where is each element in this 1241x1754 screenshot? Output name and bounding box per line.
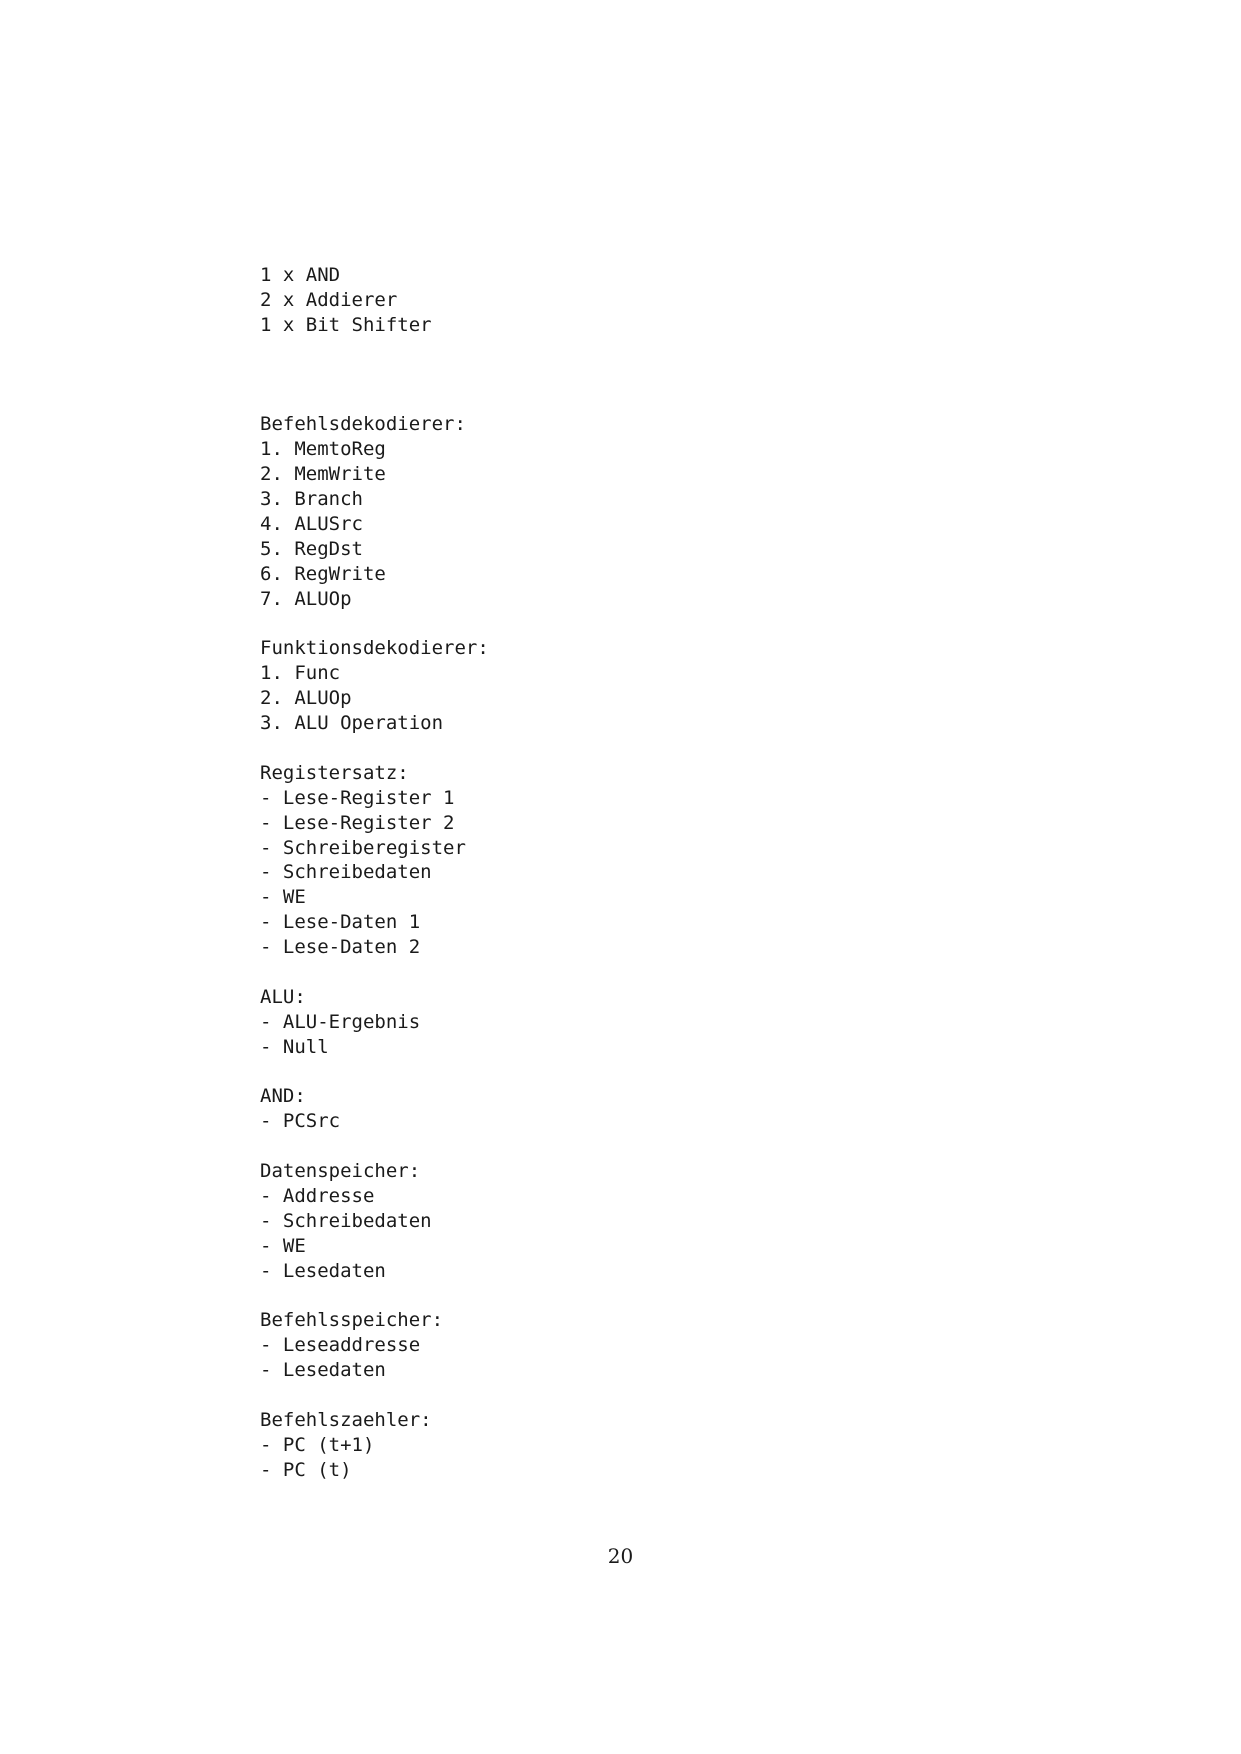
section-item: 3. ALU Operation	[260, 712, 444, 735]
spacer	[260, 338, 1060, 413]
section-item: - Addresse	[260, 1184, 375, 1207]
section-befehlsdekodierer	[260, 412, 1060, 611]
section-item: 3. Branch	[260, 488, 363, 511]
spacer	[260, 611, 1060, 636]
section-item: - PC (t)	[260, 1458, 352, 1481]
section-datenspeicher	[260, 1159, 1060, 1283]
page-content	[260, 263, 1060, 1483]
spacer	[260, 1383, 1060, 1408]
section-befehlsspeicher	[260, 1308, 1060, 1383]
section-item: - PC (t+1)	[260, 1433, 375, 1456]
section-item: - PCSrc	[260, 1110, 341, 1133]
section-item: - Lese-Register 1	[260, 786, 455, 809]
section-alu	[260, 985, 1060, 1060]
section-heading: ALU:	[260, 985, 306, 1008]
spacer	[260, 960, 1060, 985]
section-item: 1. Func	[260, 662, 341, 685]
component-line: 1 x Bit Shifter	[260, 313, 432, 336]
page-number: 20	[607, 1544, 634, 1568]
section-item: - Lesedaten	[260, 1359, 386, 1382]
section-heading: Funktionsdekodierer:	[260, 637, 489, 660]
component-line: 1 x AND	[260, 264, 341, 286]
section-item: - Lesedaten	[260, 1259, 386, 1282]
section-item: - WE	[260, 1234, 306, 1257]
section-item: - Lese-Daten 2	[260, 936, 421, 959]
spacer	[260, 1134, 1060, 1159]
section-heading: Befehlsspeicher:	[260, 1309, 444, 1332]
section-item: - WE	[260, 886, 306, 909]
section-item: - Lese-Daten 1	[260, 911, 421, 934]
section-item: - Lese-Register 2	[260, 811, 455, 834]
section-registersatz	[260, 761, 1060, 960]
section-item: 2. ALUOp	[260, 687, 352, 710]
section-item: - Leseaddresse	[260, 1334, 421, 1357]
section-heading: Befehlszaehler:	[260, 1408, 432, 1431]
section-item: 6. RegWrite	[260, 562, 386, 585]
section-and	[260, 1084, 1060, 1134]
section-item: - ALU-Ergebnis	[260, 1010, 421, 1033]
section-befehlszaehler	[260, 1408, 1060, 1483]
section-heading: Registersatz:	[260, 761, 409, 784]
section-item: 5. RegDst	[260, 537, 363, 560]
section-item: 4. ALUSrc	[260, 512, 363, 535]
component-list	[260, 263, 1060, 338]
section-item: - Schreiberegister	[260, 836, 466, 859]
component-line: 2 x Addierer	[260, 288, 398, 311]
section-item: 1. MemtoReg	[260, 438, 386, 461]
section-item: 2. MemWrite	[260, 463, 386, 486]
section-heading: AND:	[260, 1085, 306, 1108]
spacer	[260, 1284, 1060, 1309]
section-heading: Datenspeicher:	[260, 1160, 421, 1183]
spacer	[260, 736, 1060, 761]
section-item: 7. ALUOp	[260, 587, 352, 610]
section-funktionsdekodierer	[260, 636, 1060, 736]
section-item: - Schreibedaten	[260, 861, 432, 884]
section-item: - Schreibedaten	[260, 1209, 432, 1232]
section-heading: Befehlsdekodierer:	[260, 413, 466, 436]
spacer	[260, 1060, 1060, 1085]
section-item: - Null	[260, 1035, 329, 1058]
